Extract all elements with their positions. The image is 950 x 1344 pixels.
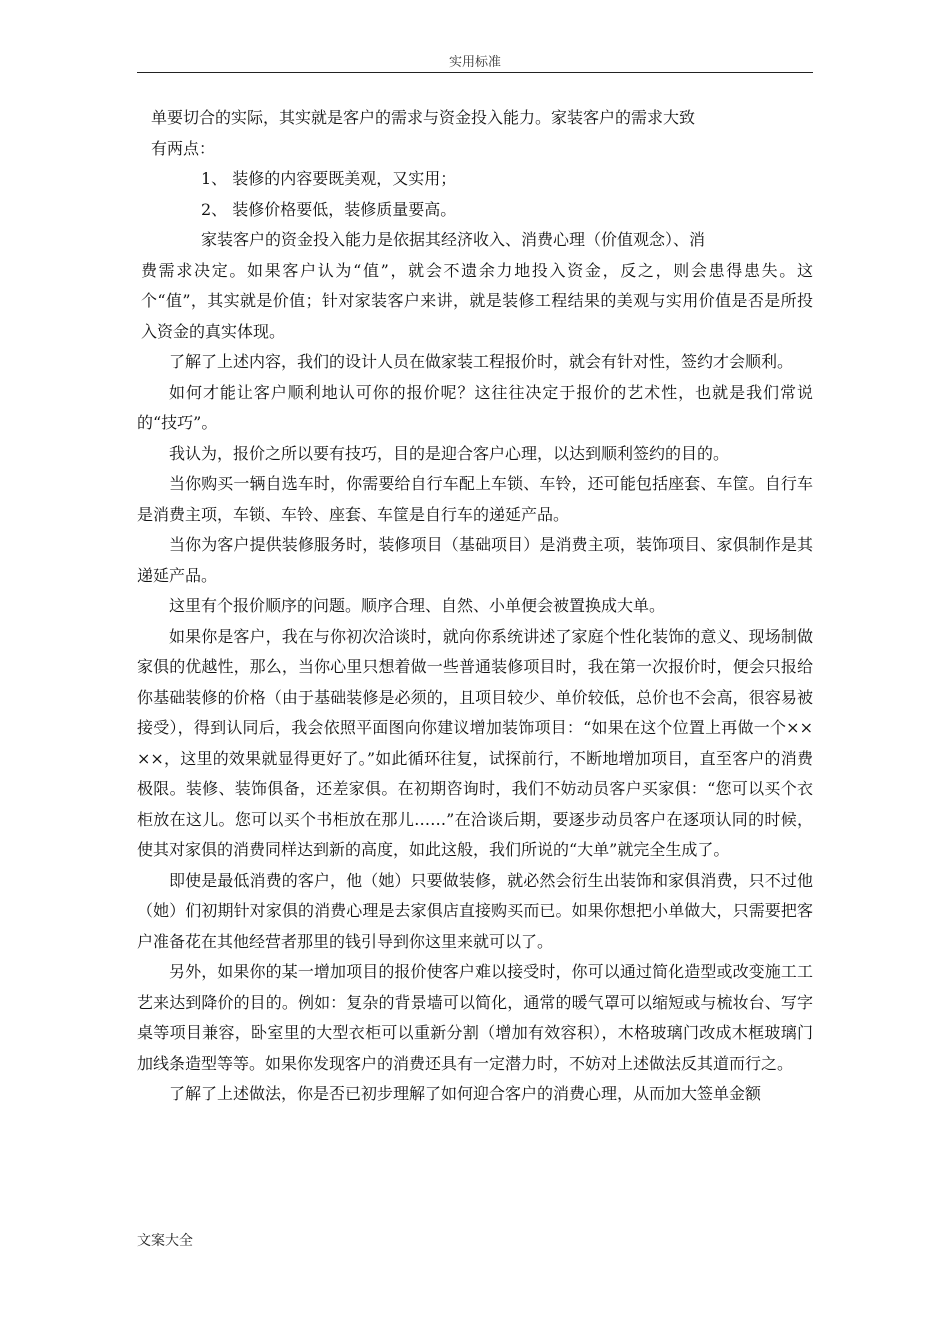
page-header	[137, 52, 813, 73]
paragraph: 这里有个报价顺序的问题。顺序合理、自然、小单便会被置换成大单。	[169, 596, 666, 615]
paragraph: 当你购买一辆自选车时，你需要给自行车配上车锁、车铃，还可能包括座套、车筐。自行车是消费主项，车锁、车铃、座套、车筐是自行车的递延产品。	[137, 474, 813, 524]
paragraph: 另外，如果你的某一增加项目的报价使客户难以接受时，你可以通过简化造型或改变施工工艺来达到降价的目的。例如：复杂的背景墙可以简化，通常的暖气罩可以缩短或与梳妆台、写字桌等项目兼容，卧室里的大型衣柜可以重新分割（增加有效容积），木格玻璃门改成木框玻璃门加线条造型等等。如果你发现客户的消费还具有一定潜力时，不妨对上述做法反其道而行之。	[137, 962, 813, 1073]
header-title: 实用标准	[448, 55, 501, 70]
paragraph: 单要切合的实际，其实就是客户的需求与资金投入能力。家装客户的需求大致	[151, 108, 696, 127]
paragraph: 如何才能让客户顺利地认可你的报价呢？这往往决定于报价的艺术性，也就是我们常说的“技巧”。	[137, 382, 813, 432]
paragraph: 如果你是客户，我在与你初次洽谈时，就向你系统讲述了家庭个性化装饰的意义、现场制做家俱的优越性，那么，当你心里只想着做一些普通装修项目时，我在第一次报价时，便会只报给你基础装修的价格（由于基础装修是必须的，且项目较少、单价较低，总价也不会高，很容易被接受），得到认同后，我会依照平面图向你建议增加装饰项目：“如果在这个位置上再做一个××××，这里的效果就显得更好了。”如此循环往复，试探前行，不断地增加项目，直至客户的消费极限。装修、装饰俱备，还差家俱。在初期咨询时，我们不妨动员客户买家俱：“您可以买个衣柜放在这儿。您可以买个书柜放在那儿……”在洽谈后期，要逐步动员客户在逐项认同的时候，使其对家俱的消费同样达到新的高度，如此这般，我们所说的“大单”就完全生成了。	[137, 626, 813, 859]
paragraph: 了解了上述做法，你是否已初步理解了如何迎合客户的消费心理，从而加大签单金额	[169, 1084, 762, 1103]
page-footer: 文案大全	[137, 1233, 193, 1249]
paragraph: 费需求决定。如果客户认为“值”，就会不遗余力地投入资金，反之，则会患得患失。这个“值”，其实就是价值；针对家装客户来讲，就是装修工程结果的美观与实用价值是否是所投入资金的真实体现。	[141, 260, 813, 341]
paragraph: 当你为客户提供装修服务时，装修项目（基础项目）是消费主项，装饰项目、家俱制作是其递延产品。	[137, 535, 813, 585]
paragraph: 家装客户的资金投入能力是依据其经济收入、消费心理（价值观念）、消	[201, 230, 706, 249]
paragraph: 有两点：	[151, 138, 216, 158]
paragraph: 我认为，报价之所以要有技巧，目的是迎合客户心理，以达到顺利签约的目的。	[169, 443, 730, 463]
paragraph: 了解了上述内容，我们的设计人员在做家装工程报价时，就会有针对性，签约才会顺利。	[169, 352, 794, 371]
document-body	[137, 103, 813, 1110]
list-item: 1、 装修的内容要既美观，又实用；	[201, 169, 457, 188]
list-item: 2、 装修价格要低，装修质量要高。	[201, 199, 457, 219]
paragraph: 即使是最低消费的客户，他（她）只要做装修，就必然会衍生出装饰和家俱消费，只不过他（她）们初期针对家俱的消费心理是去家俱店直接购买而已。如果你想把小单做大，只需要把客户准备花在其他经营者那里的钱引导到你这里来就可以了。	[137, 870, 813, 951]
